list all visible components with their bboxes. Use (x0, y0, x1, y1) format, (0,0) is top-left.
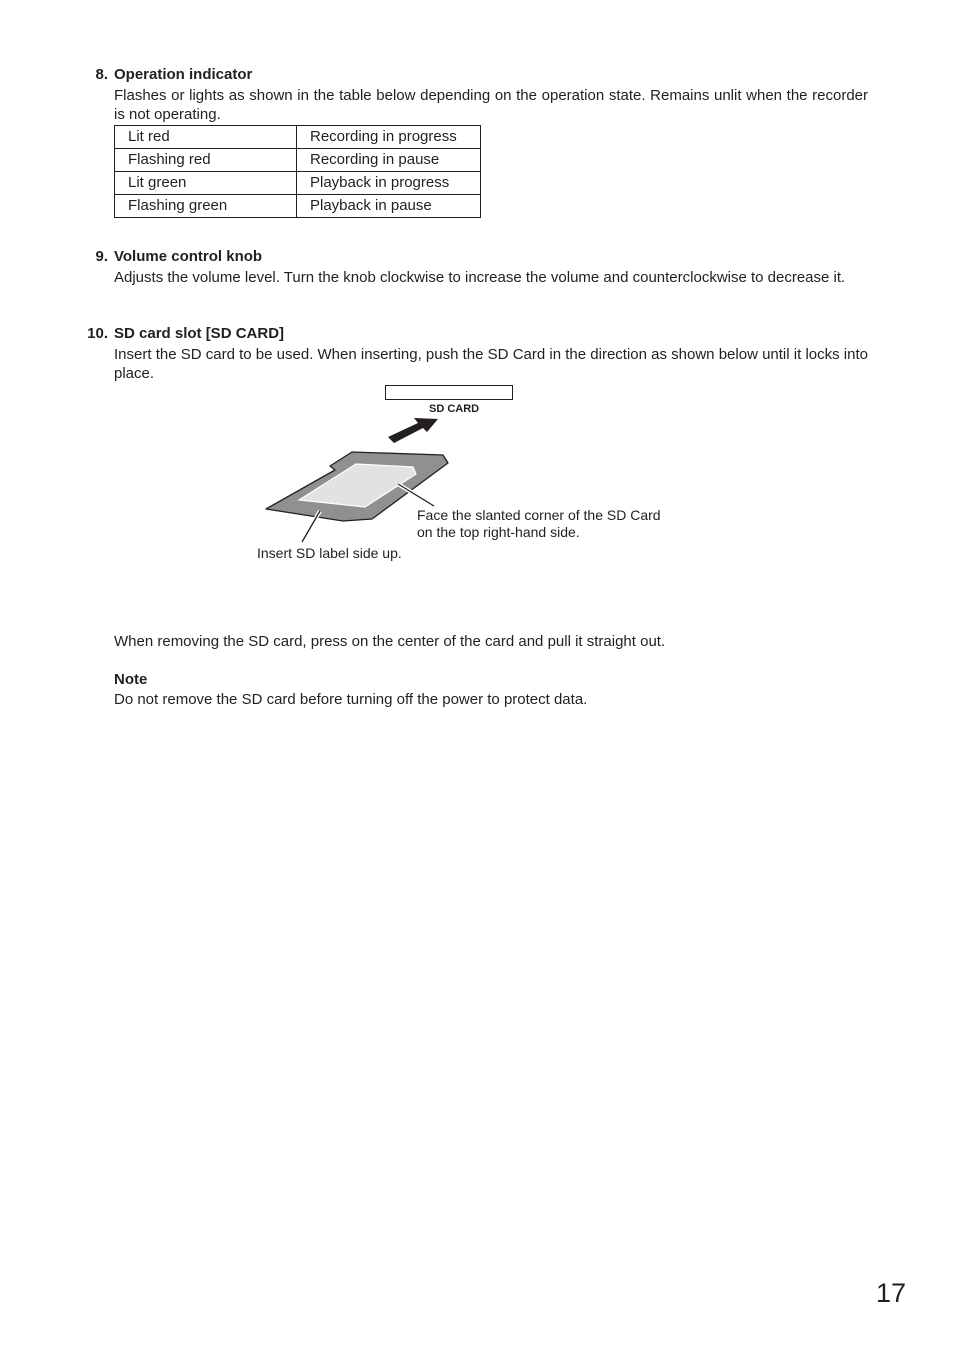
sd-card-slot-icon (386, 386, 513, 400)
section-title: SD card slot [SD CARD] (114, 325, 285, 342)
note-text: Do not remove the SD card before turning off the power to protect data. (114, 691, 588, 708)
indicator-state: Flashing red (115, 149, 297, 172)
note-heading: Note (114, 671, 148, 688)
section-body: Insert the SD card to be used. When inserting, push the SD Card in the direction as shown below until it locks into place. (114, 346, 868, 382)
label-callout: Insert SD label side up. (257, 545, 402, 561)
section-number: 9. (95, 248, 108, 265)
operation-state: Playback in pause (297, 195, 481, 218)
operation-state: Recording in pause (297, 149, 481, 172)
insert-direction-arrow-icon (388, 418, 438, 443)
section-title: Operation indicator (114, 66, 253, 83)
section-number: 10. (87, 325, 108, 342)
section-number: 8. (95, 66, 108, 83)
operation-state: Recording in progress (297, 126, 481, 149)
corner-callout-line-2: on the top right-hand side. (417, 524, 580, 540)
indicator-state: Flashing green (115, 195, 297, 218)
section-body: Adjusts the volume level. Turn the knob clockwise to increase the volume and counterclockwise to decrease it. (114, 269, 846, 286)
indicator-state: Lit red (115, 126, 297, 149)
page-number: 17 (876, 1278, 907, 1308)
indicator-state: Lit green (115, 172, 297, 195)
section-body: Flashes or lights as shown in the table below depending on the operation state. Remains unlit when the recorder is not operating. (114, 87, 868, 123)
removal-instruction: When removing the SD card, press on the center of the card and pull it straight out. (114, 633, 666, 650)
slot-label: SD CARD (429, 403, 480, 415)
section-title: Volume control knob (114, 248, 263, 265)
operation-state: Playback in progress (297, 172, 481, 195)
corner-callout-line-1: Face the slanted corner of the SD Card (417, 507, 661, 523)
